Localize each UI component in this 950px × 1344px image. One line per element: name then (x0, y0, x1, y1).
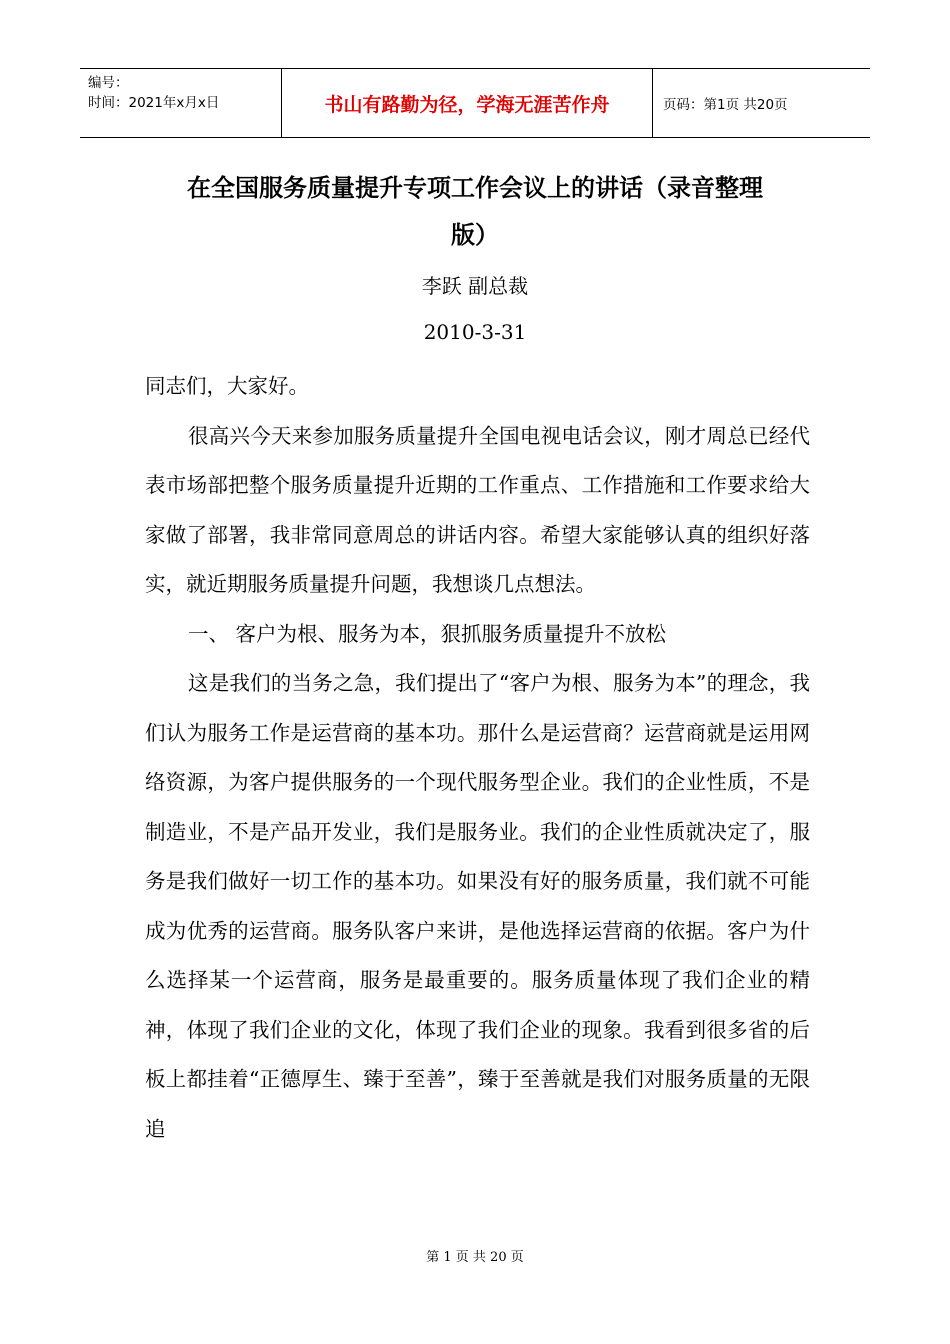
header-page-info: 页码：第1页 共20页 (663, 97, 788, 113)
document-body (145, 362, 810, 1154)
date-label: 时间：2021年x月x日 (88, 95, 220, 111)
header-meta (80, 69, 282, 137)
document-title-line1: 在全国服务质量提升专项工作会议上的讲话（录音整理 (187, 174, 763, 202)
paragraph: 很高兴今天来参加服务质量提升全国电视电话会议，刚才周总已经代表市场部把整个服务质量提升近期的工作重点、工作措施和工作要求给大家做了部署，我非常同意周总的讲话内容。希望大家能够认真的组织好落实，就近期服务质量提升问题，我想谈几点想法。 (145, 423, 810, 596)
greeting: 同志们，大家好。 (145, 374, 309, 398)
header-motto: 书山有路勤为径，学海无涯苦作舟 (282, 69, 653, 137)
document-title-line2: 版） (451, 221, 499, 249)
speech-date: 2010-3-31 (423, 320, 527, 344)
number-label: 编号： (88, 75, 129, 91)
section-heading: 一、 客户为根、服务为本，狠抓服务质量提升不放松 (188, 621, 667, 646)
speaker: 李跃 副总裁 (421, 274, 529, 298)
paragraph: 这是我们的当务之急，我们提出了“客户为根、服务为本”的理念，我们认为服务工作是运营商的基本功。那什么是运营商？运营商就是运用网络资源，为客户提供服务的一个现代服务型企业。我们的企业性质，不是制造业，不是产品开发业，我们是服务业。我们的企业性质就决定了，服务是我们做好一切工作的基本功。如果没有好的服务质量，我们就不可能成为优秀的运营商。服务队客户来讲，是他选择运营商的依据。客户为什么选择某一个运营商，服务是最重要的。服务质量体现了我们企业的精神，体现了我们企业的文化，体现了我们企业的现象。我看到很多省的后板上都挂着“正德厚生、臻于至善”，臻于至善就是我们对服务质量的无限追 (145, 671, 810, 1141)
document-header (80, 68, 870, 138)
page-footer: 第 1 页 共 20 页 (426, 1250, 524, 1265)
